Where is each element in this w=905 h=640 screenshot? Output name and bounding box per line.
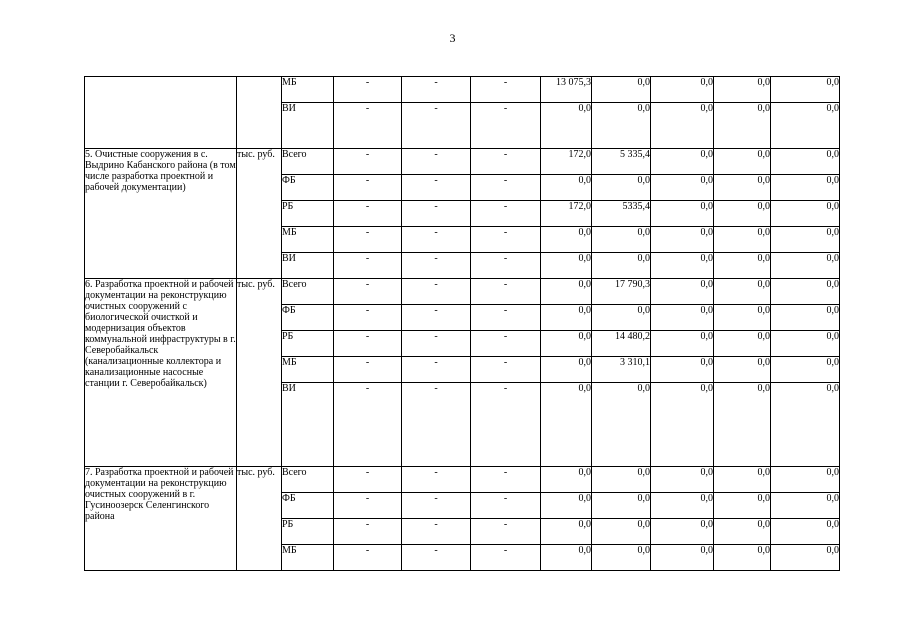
item-unit: тыс. руб. bbox=[237, 279, 282, 467]
item-unit: тыс. руб. bbox=[237, 149, 282, 279]
dash-cell: - bbox=[471, 77, 541, 103]
dash-cell: - bbox=[402, 279, 471, 305]
value-cell: 0,0 bbox=[592, 545, 651, 571]
dash-cell: - bbox=[402, 357, 471, 383]
value-cell: 0,0 bbox=[714, 253, 771, 279]
value-cell: 0,0 bbox=[651, 493, 714, 519]
value-cell: 0,0 bbox=[651, 357, 714, 383]
dash-cell: - bbox=[334, 357, 402, 383]
dash-cell: - bbox=[334, 149, 402, 175]
value-cell: 0,0 bbox=[541, 279, 592, 305]
value-cell: 13 075,3 bbox=[541, 77, 592, 103]
value-cell: 0,0 bbox=[541, 253, 592, 279]
dash-cell: - bbox=[334, 175, 402, 201]
value-cell: 0,0 bbox=[771, 103, 840, 149]
value-cell: 0,0 bbox=[714, 201, 771, 227]
dash-cell: - bbox=[471, 103, 541, 149]
value-cell: 0,0 bbox=[714, 305, 771, 331]
page-number: 3 bbox=[449, 31, 456, 45]
value-cell: 0,0 bbox=[771, 149, 840, 175]
dash-cell: - bbox=[402, 467, 471, 493]
dash-cell: - bbox=[402, 149, 471, 175]
value-cell: 3 310,1 bbox=[592, 357, 651, 383]
value-cell: 0,0 bbox=[714, 331, 771, 357]
item-description: 5. Очистные сооружения в с. Выдрино Кабанского района (в том числе разработка проектной и рабочей документации) bbox=[85, 149, 237, 279]
item-description: 7. Разработка проектной и рабочей документации на реконструкцию очистных сооружений в г. Гусиноозерск Селенгинского района bbox=[85, 467, 237, 571]
value-cell: 0,0 bbox=[714, 467, 771, 493]
dash-cell: - bbox=[471, 519, 541, 545]
dash-cell: - bbox=[334, 201, 402, 227]
dash-cell: - bbox=[334, 253, 402, 279]
dash-cell: - bbox=[334, 493, 402, 519]
value-cell: 0,0 bbox=[651, 279, 714, 305]
dash-cell: - bbox=[334, 227, 402, 253]
value-cell: 5 335,4 bbox=[592, 149, 651, 175]
value-cell: 0,0 bbox=[592, 519, 651, 545]
value-cell: 0,0 bbox=[771, 331, 840, 357]
dash-cell: - bbox=[334, 331, 402, 357]
description-cell bbox=[85, 77, 237, 149]
source-cell: МБ bbox=[282, 545, 334, 571]
dash-cell: - bbox=[471, 227, 541, 253]
value-cell: 0,0 bbox=[714, 175, 771, 201]
value-cell: 0,0 bbox=[771, 227, 840, 253]
value-cell: 0,0 bbox=[771, 493, 840, 519]
table-row bbox=[85, 279, 840, 305]
value-cell: 0,0 bbox=[541, 227, 592, 253]
value-cell: 0,0 bbox=[592, 175, 651, 201]
source-cell: ФБ bbox=[282, 493, 334, 519]
dash-cell: - bbox=[334, 77, 402, 103]
dash-cell: - bbox=[334, 519, 402, 545]
value-cell: 0,0 bbox=[651, 227, 714, 253]
table-row bbox=[85, 77, 840, 103]
value-cell: 0,0 bbox=[714, 227, 771, 253]
value-cell: 0,0 bbox=[651, 175, 714, 201]
dash-cell: - bbox=[402, 175, 471, 201]
value-cell: 0,0 bbox=[714, 383, 771, 467]
value-cell: 0,0 bbox=[651, 77, 714, 103]
value-cell: 0,0 bbox=[651, 201, 714, 227]
value-cell: 0,0 bbox=[714, 149, 771, 175]
value-cell: 0,0 bbox=[714, 279, 771, 305]
value-cell: 0,0 bbox=[771, 545, 840, 571]
value-cell: 0,0 bbox=[592, 493, 651, 519]
dash-cell: - bbox=[471, 253, 541, 279]
source-cell: ФБ bbox=[282, 305, 334, 331]
value-cell: 0,0 bbox=[541, 519, 592, 545]
value-cell: 0,0 bbox=[541, 383, 592, 467]
value-cell: 0,0 bbox=[651, 383, 714, 467]
value-cell: 0,0 bbox=[592, 77, 651, 103]
source-cell: МБ bbox=[282, 227, 334, 253]
dash-cell: - bbox=[334, 467, 402, 493]
value-cell: 0,0 bbox=[651, 545, 714, 571]
source-cell: ВИ bbox=[282, 383, 334, 467]
dash-cell: - bbox=[402, 545, 471, 571]
dash-cell: - bbox=[402, 103, 471, 149]
value-cell: 0,0 bbox=[592, 103, 651, 149]
dash-cell: - bbox=[471, 493, 541, 519]
value-cell: 0,0 bbox=[541, 175, 592, 201]
value-cell: 0,0 bbox=[771, 77, 840, 103]
dash-cell: - bbox=[402, 519, 471, 545]
dash-cell: - bbox=[471, 175, 541, 201]
value-cell: 0,0 bbox=[541, 467, 592, 493]
value-cell: 0,0 bbox=[771, 305, 840, 331]
value-cell: 0,0 bbox=[592, 467, 651, 493]
value-cell: 0,0 bbox=[771, 519, 840, 545]
value-cell: 14 480,2 bbox=[592, 331, 651, 357]
value-cell: 172,0 bbox=[541, 149, 592, 175]
value-cell: 0,0 bbox=[714, 77, 771, 103]
source-cell: РБ bbox=[282, 201, 334, 227]
dash-cell: - bbox=[471, 279, 541, 305]
value-cell: 0,0 bbox=[651, 253, 714, 279]
dash-cell: - bbox=[334, 545, 402, 571]
value-cell: 0,0 bbox=[592, 383, 651, 467]
value-cell: 0,0 bbox=[714, 545, 771, 571]
value-cell: 0,0 bbox=[592, 227, 651, 253]
dash-cell: - bbox=[471, 467, 541, 493]
source-cell: Всего bbox=[282, 279, 334, 305]
value-cell: 0,0 bbox=[714, 103, 771, 149]
value-cell: 0,0 bbox=[771, 201, 840, 227]
value-cell: 0,0 bbox=[651, 331, 714, 357]
value-cell: 0,0 bbox=[541, 357, 592, 383]
dash-cell: - bbox=[402, 227, 471, 253]
value-cell: 0,0 bbox=[771, 279, 840, 305]
dash-cell: - bbox=[471, 201, 541, 227]
dash-cell: - bbox=[334, 383, 402, 467]
dash-cell: - bbox=[471, 545, 541, 571]
value-cell: 0,0 bbox=[651, 467, 714, 493]
value-cell: 0,0 bbox=[592, 253, 651, 279]
item-unit: тыс. руб. bbox=[237, 467, 282, 571]
value-cell: 0,0 bbox=[771, 357, 840, 383]
value-cell: 172,0 bbox=[541, 201, 592, 227]
value-cell: 0,0 bbox=[541, 331, 592, 357]
source-cell: ВИ bbox=[282, 103, 334, 149]
dash-cell: - bbox=[334, 103, 402, 149]
value-cell: 17 790,3 bbox=[592, 279, 651, 305]
value-cell: 0,0 bbox=[651, 305, 714, 331]
table-row bbox=[85, 467, 840, 493]
value-cell: 0,0 bbox=[541, 305, 592, 331]
dash-cell: - bbox=[471, 383, 541, 467]
dash-cell: - bbox=[402, 305, 471, 331]
dash-cell: - bbox=[334, 305, 402, 331]
dash-cell: - bbox=[402, 201, 471, 227]
value-cell: 0,0 bbox=[714, 519, 771, 545]
dash-cell: - bbox=[402, 331, 471, 357]
table-row bbox=[85, 149, 840, 175]
source-cell: МБ bbox=[282, 77, 334, 103]
dash-cell: - bbox=[471, 331, 541, 357]
source-cell: Всего bbox=[282, 467, 334, 493]
value-cell: 0,0 bbox=[651, 149, 714, 175]
value-cell: 0,0 bbox=[771, 467, 840, 493]
dash-cell: - bbox=[402, 383, 471, 467]
dash-cell: - bbox=[471, 305, 541, 331]
value-cell: 0,0 bbox=[771, 383, 840, 467]
value-cell: 0,0 bbox=[714, 493, 771, 519]
dash-cell: - bbox=[471, 357, 541, 383]
value-cell: 0,0 bbox=[771, 175, 840, 201]
value-cell: 0,0 bbox=[651, 519, 714, 545]
dash-cell: - bbox=[402, 253, 471, 279]
unit-cell bbox=[237, 77, 282, 149]
item-description: 6. Разработка проектной и рабочей документации на реконструкцию очистных сооружений с биологической очисткой и модернизация объектов коммунальной инфраструктуры в г. Северобайкальск (канализационные коллектора и канализационные насосные станции г. Северобайкальск) bbox=[85, 279, 237, 467]
value-cell: 0,0 bbox=[541, 103, 592, 149]
value-cell: 5335,4 bbox=[592, 201, 651, 227]
source-cell: Всего bbox=[282, 149, 334, 175]
source-cell: ФБ bbox=[282, 175, 334, 201]
budget-table bbox=[84, 76, 840, 571]
value-cell: 0,0 bbox=[714, 357, 771, 383]
source-cell: РБ bbox=[282, 519, 334, 545]
dash-cell: - bbox=[402, 77, 471, 103]
value-cell: 0,0 bbox=[541, 545, 592, 571]
value-cell: 0,0 bbox=[651, 103, 714, 149]
value-cell: 0,0 bbox=[541, 493, 592, 519]
source-cell: ВИ bbox=[282, 253, 334, 279]
dash-cell: - bbox=[471, 149, 541, 175]
source-cell: МБ bbox=[282, 357, 334, 383]
dash-cell: - bbox=[402, 493, 471, 519]
value-cell: 0,0 bbox=[771, 253, 840, 279]
value-cell: 0,0 bbox=[592, 305, 651, 331]
source-cell: РБ bbox=[282, 331, 334, 357]
dash-cell: - bbox=[334, 279, 402, 305]
